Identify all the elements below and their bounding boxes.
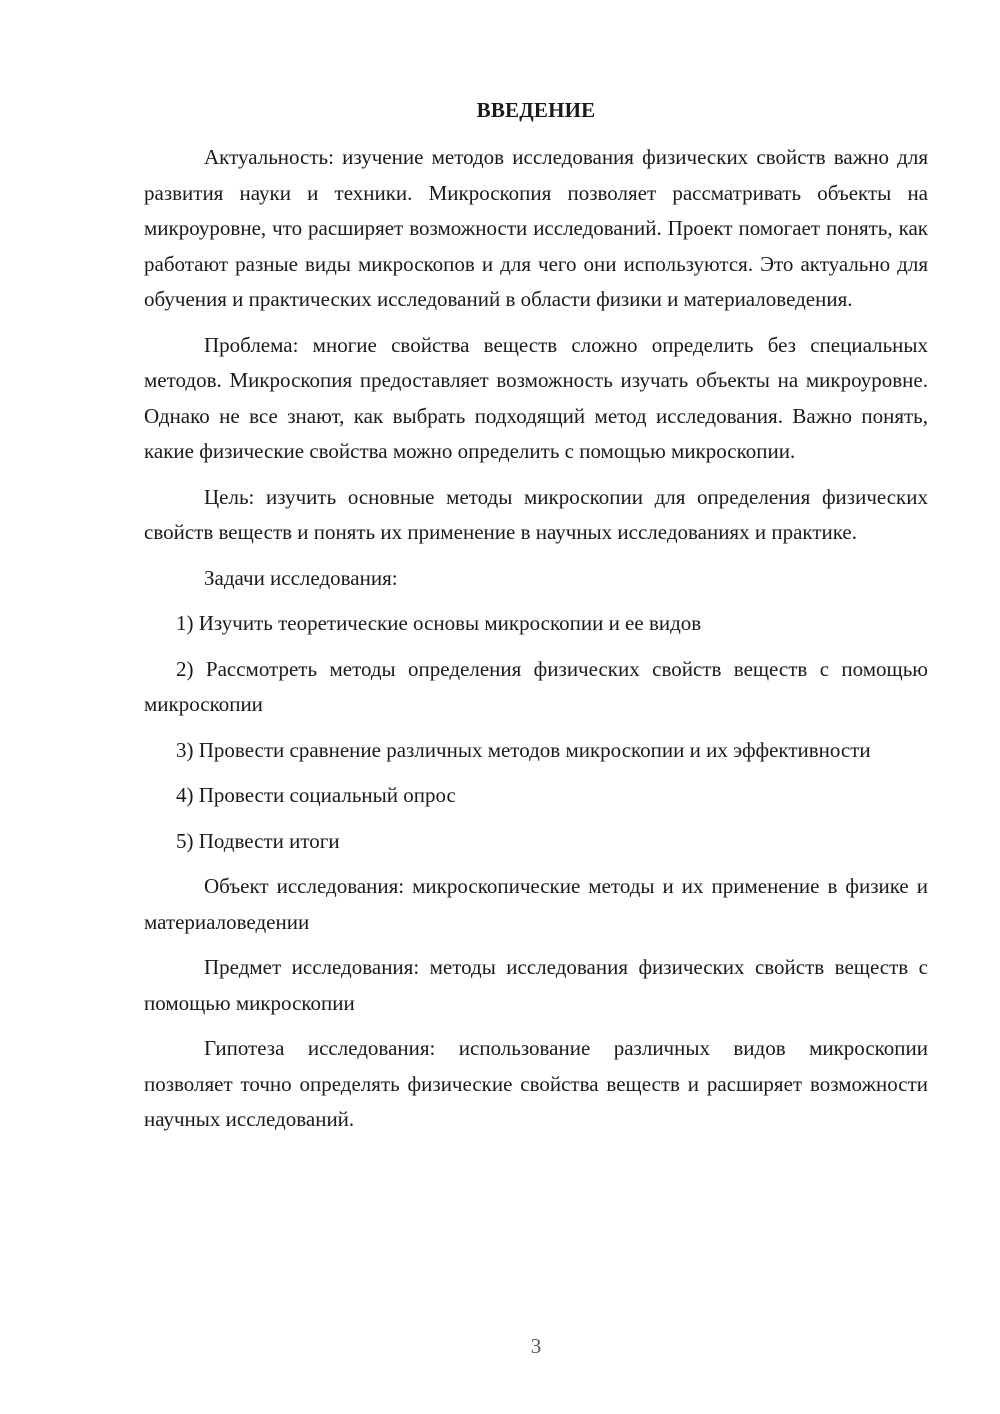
task-item-4: 4) Провести социальный опрос [176,783,456,807]
task-item-5: 5) Подвести итоги [176,828,340,853]
paragraph-relevance: Актуальность: изучение методов исследования физических свойств важно для развития науки и техники. Микроскопия позволяет рассматривать объекты на микроуровне, что расширяет возможности исследований. Проект помогает понять, как работают разные виды микроскопов и для чего они используются. Это актуально для обучения и практических исследований в области физики и материаловедения. [144,145,928,311]
page-number: 3 [530,1334,542,1358]
task-item-2: 2) Рассмотреть методы определения физических свойств веществ с помощью микроскопии [144,656,928,716]
paragraph-goal: Цель: изучить основные методы микроскопии для определения физических свойств веществ и понять их применение в научных исследованиях и практике. [144,484,928,544]
paragraph-problem: Проблема: многие свойства веществ сложно определить без специальных методов. Микроскопия предоставляет возможность изучать объекты на микроуровне. Однако не все знают, как выбрать подходящий метод исследования. Важно понять, какие физические свойства можно определить с помощью микроскопии. [144,332,928,463]
task-item-1: 1) Изучить теоретические основы микроскопии и ее видов [176,611,702,635]
page-title: ВВЕДЕНИЕ [476,98,596,122]
paragraph-hypothesis: Гипотеза исследования: использование различных видов микроскопии позволяет точно определять физические свойства веществ и расширяет возможности научных исследований. [144,1036,928,1131]
document-body [144,140,928,1148]
task-item-3: 3) Провести сравнение различных методов микроскопии и их эффективности [176,737,871,762]
tasks-heading: Задачи исследования: [204,565,398,590]
paragraph-subject: Предмет исследования: методы исследования физических свойств веществ с помощью микроскопии [144,955,928,1015]
paragraph-object: Объект исследования: микроскопические методы и их применение в физике и материаловедении [144,874,928,934]
